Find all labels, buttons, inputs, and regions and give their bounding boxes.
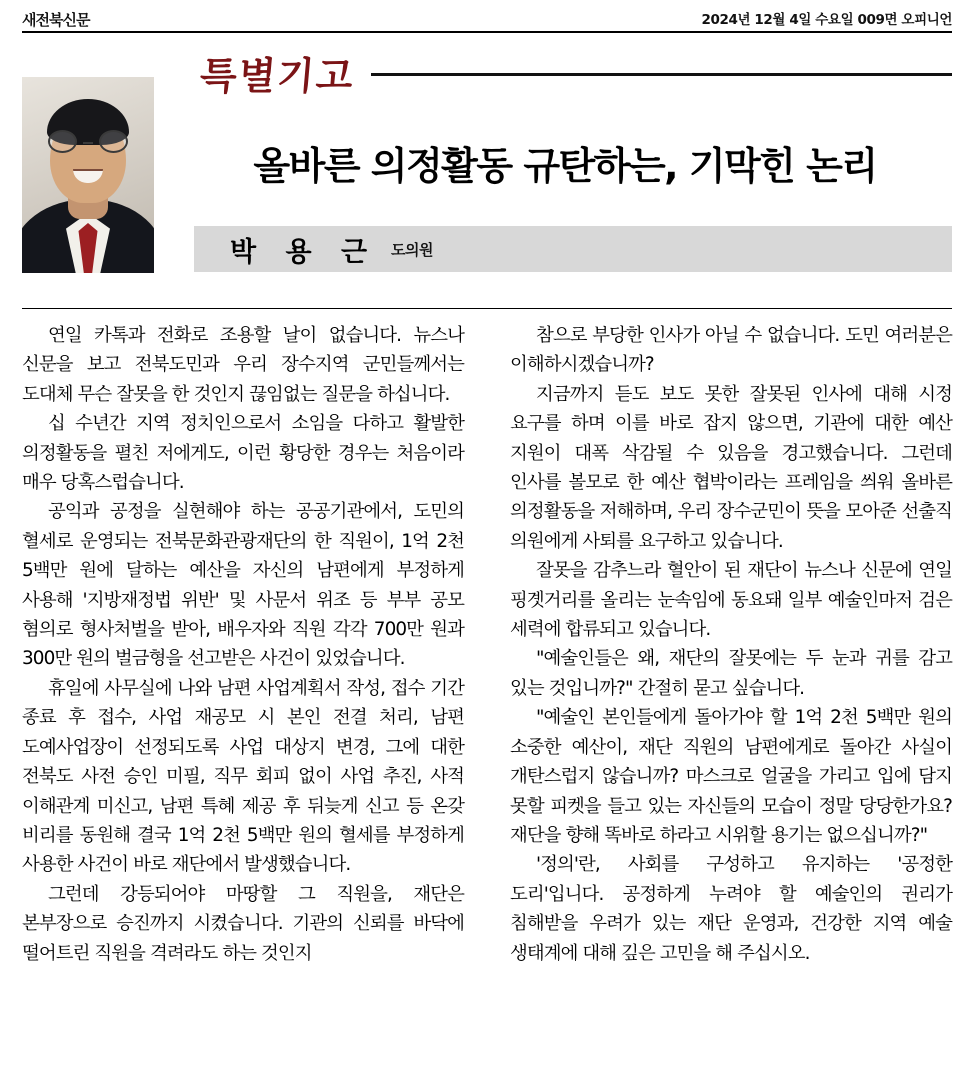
paragraph: 잘못을 감추느라 혈안이 된 재단이 뉴스나 신문에 연일 핑곗거리를 올리는 눈속임에 동요돼 일부 예술인마저 검은 세력에 합류되고 있습니다.	[510, 560, 952, 641]
article-kicker: 특별기고	[198, 54, 357, 98]
masthead	[22, 0, 952, 28]
article-headline: 올바른 의정활동 규탄하는, 기막힌 논리	[253, 144, 877, 188]
author-name: 박 용 근	[230, 236, 378, 268]
paragraph: "예술인 본인들에게 돌아가야 할 1억 2천 5백만 원의 소중한 예산이, 재단 직원의 남편에게로 돌아간 사실이 개탄스럽지 않습니까? 마스크로 얼굴을 가리고 입에 담지 못할 피켓을 들고 있는 자신들의 모습이 정말 당당한가요? 재단을 향해 똑바로 하라고 시위할 용기는 없으십니까?"	[510, 707, 952, 846]
kicker-row	[178, 47, 952, 105]
header-divider	[22, 308, 952, 309]
paragraph: 참으로 부당한 인사가 아닐 수 없습니다. 도민 여러분은 이해하시겠습니까?	[510, 325, 952, 376]
body-column-right	[510, 321, 952, 1081]
paragraph: 십 수년간 지역 정치인으로서 소임을 다하고 활발한 의정활동을 펼친 저에게도, 이런 황당한 경우는 처음이라 매우 당혹스럽습니다.	[22, 413, 464, 494]
newspaper-logo: 새전북신문	[22, 11, 90, 29]
paragraph: 공익과 공정을 실현해야 하는 공공기관에서, 도민의 혈세로 운영되는 전북문화관광재단의 한 직원이, 1억 2천 5백만 원에 달하는 예산을 자신의 남편에게 부정하게 사용해 '지방재정법 위반' 및 사문서 위조 등 부부 공모 혐의로 형사처벌을 받아, 배우자와 직원 각각 700만 원과 300만 원의 벌금형을 선고받은 사건이 있었습니다.	[22, 501, 464, 670]
byline-bar	[194, 226, 952, 272]
masthead-date-line: 2024년 12월 4일 수요일 009면 오피니언	[701, 12, 952, 28]
kicker-rule	[371, 73, 952, 76]
paragraph: 연일 카톡과 전화로 조용할 날이 없습니다. 뉴스나 신문을 보고 전북도민과 우리 장수지역 군민들께서는 도대체 무슨 잘못을 한 것인지 끊임없는 질문을 하십니다.	[22, 325, 464, 405]
author-portrait-image	[22, 77, 154, 273]
author-role: 도의원	[391, 240, 434, 259]
paragraph: 그런데 강등되어야 마땅할 그 직원을, 재단은 본부장으로 승진까지 시켰습니다. 기관의 신뢰를 바닥에 떨어트린 직원을 격려라도 하는 것인지	[22, 883, 464, 964]
paragraph: '정의'란, 사회를 구성하고 유지하는 '공정한 도리'입니다. 공정하게 누려야 할 예술인의 권리가 침해받을 우려가 있는 재단 운영과, 건강한 지역 예술 생태계에 대해 깊은 고민을 해 주십시오.	[510, 854, 952, 964]
masthead-divider	[22, 31, 952, 33]
article-header	[22, 47, 952, 302]
paragraph: "예술인들은 왜, 재단의 잘못에는 두 눈과 귀를 감고 있는 것입니까?" 간절히 묻고 싶습니다.	[510, 648, 952, 699]
title-column	[170, 47, 952, 302]
portrait-container	[22, 47, 170, 302]
body-column-left	[22, 321, 464, 1081]
column-gutter	[464, 321, 510, 1081]
paragraph: 지금까지 듣도 보도 못한 잘못된 인사에 대해 시정 요구를 하며 이를 바로 잡지 않으면, 기관에 대한 예산 지원이 대폭 삭감될 수 있음을 경고했습니다. 그런데 인사를 볼모로 한 예산 협박이라는 프레임을 씌워 올바른 의정활동을 저해하며, 우리 장수군민이 뜻을 모아준 선출직 의원에게 사퇴를 요구하고 있습니다.	[510, 383, 952, 552]
paragraph: 휴일에 사무실에 나와 남편 사업계획서 작성, 접수 기간 종료 후 접수, 사업 재공모 시 본인 전결 처리, 남편 도예사업장이 선정되도록 사업 대상지 변경, 그에 대한 전북도 사전 승인 미필, 직무 회피 없이 사업 추진, 사적 이해관계 미신고, 남편 특혜 제공 후 뒤늦게 신고 등 온갖 비리를 동원해 결국 1억 2천 5백만 원의 혈세를 부정하게 사용한 사건이 바로 재단에서 발생했습니다.	[22, 677, 464, 876]
article-body	[22, 321, 952, 1081]
